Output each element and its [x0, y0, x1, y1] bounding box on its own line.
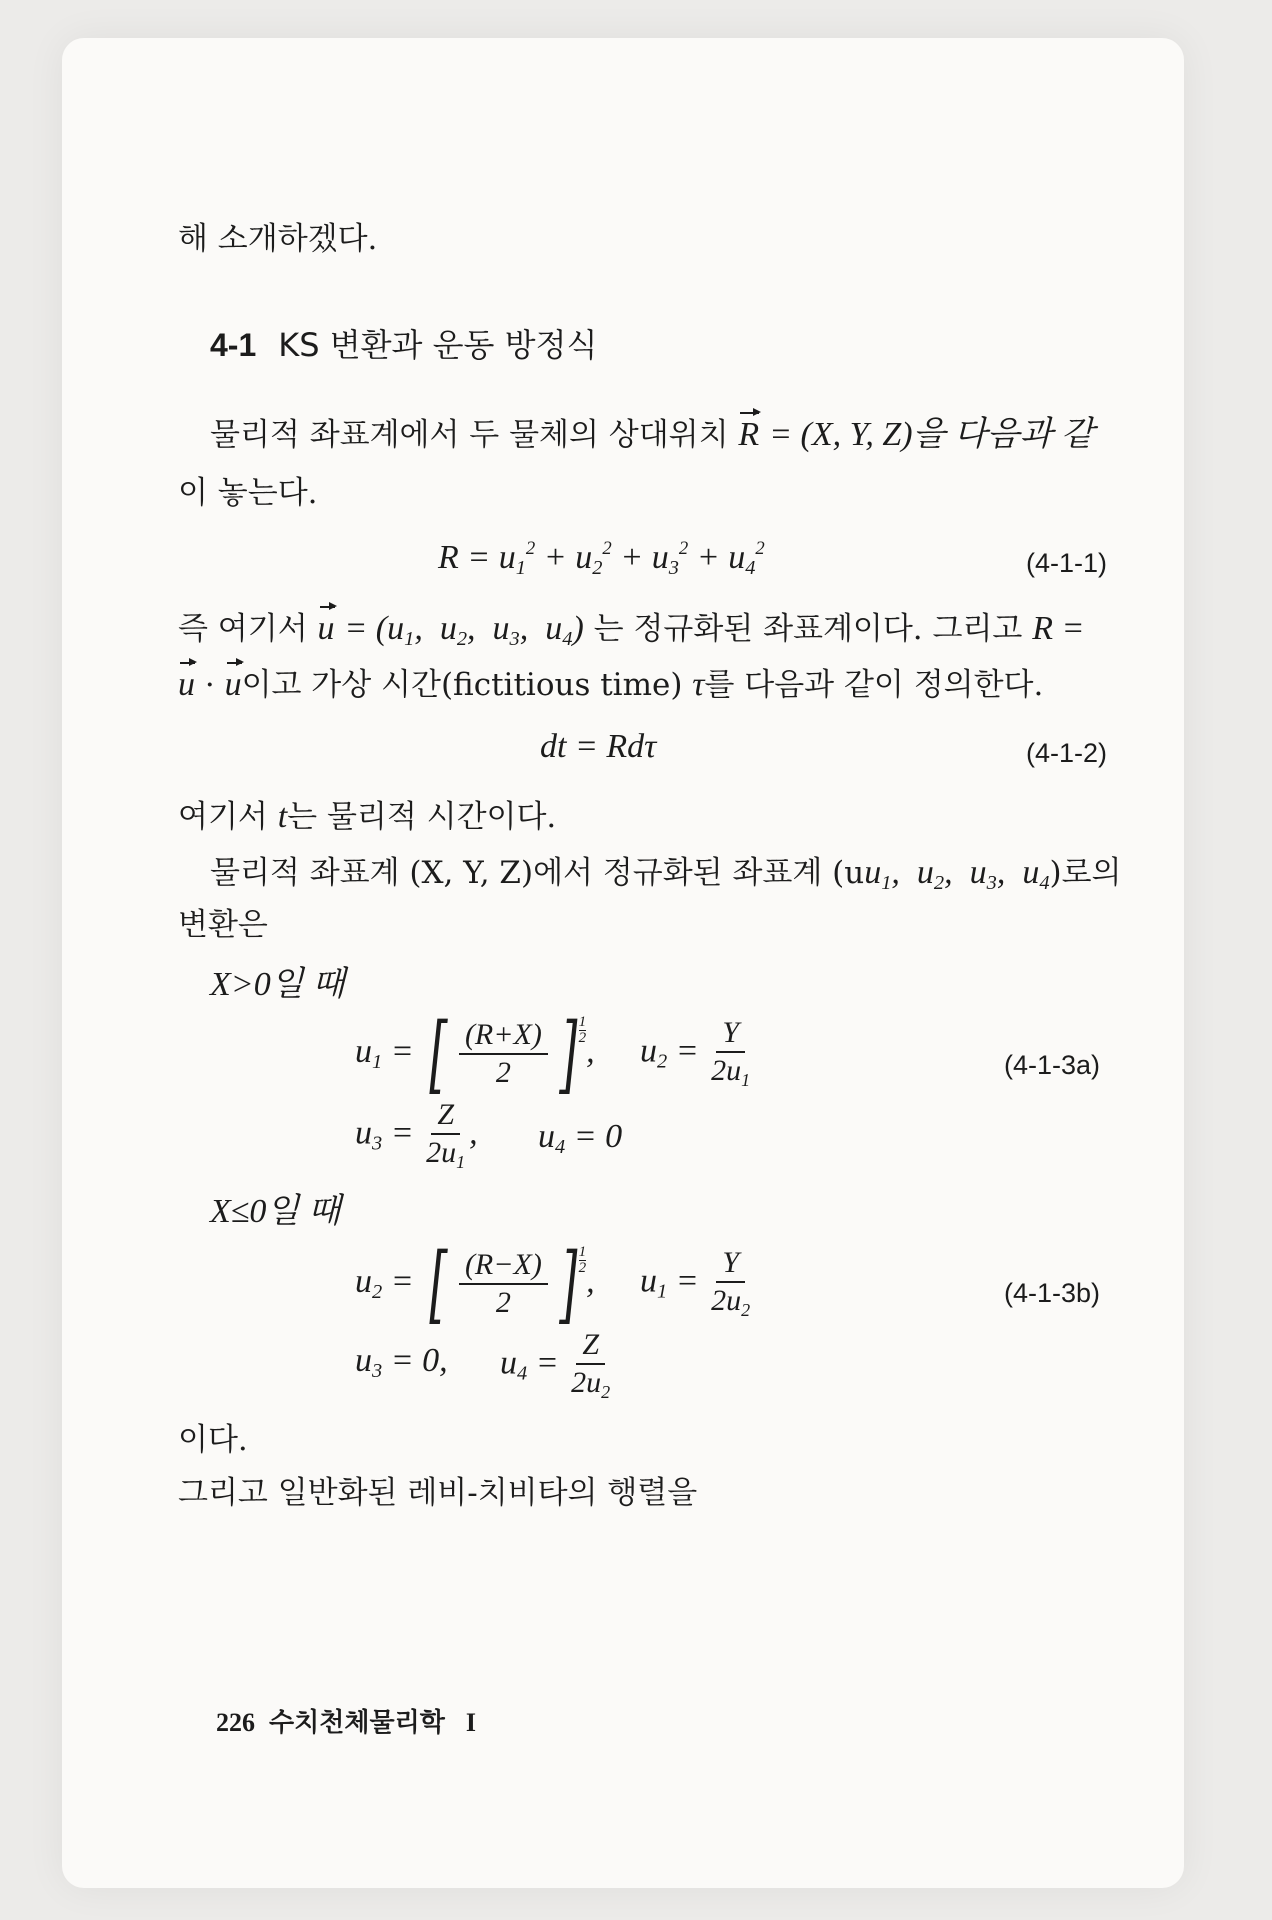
page-footer: [216, 1702, 476, 1739]
equation-u3-case2: $u_3 = 0$,: [355, 1342, 448, 1382]
case-condition: X≤0일 때: [210, 1193, 341, 1230]
para4-line2: 변환은: [178, 907, 268, 943]
equation-label: (4-1-3b): [1004, 1278, 1101, 1308]
volume-number: I: [465, 1708, 476, 1737]
equation-u1-case1: $u_1$ = [ $\frac{(R+X)}{2}$ ] $\frac{1}{2}$ ,: [355, 1005, 595, 1103]
equation-u3-case1: $u_3$ = $\frac{Z}{2u_1}$ ,: [355, 1098, 478, 1172]
equation-label: (4-1-3a): [1004, 1050, 1101, 1080]
equation-label: (4-1-2): [1026, 738, 1108, 768]
para1-line1: 물리적 좌표계에서 두 물체의 상대위치 R = (X, Y, Z)을 다음과 같: [210, 416, 1094, 453]
para2-line1: 즉 여기서 $u = (u_1$, $u_2$, $u_3$, $u_4$) 는 정규화된 좌표계이다. 그리고 R =: [178, 610, 1085, 650]
equation-label: (4-1-1): [1026, 548, 1108, 578]
intro-text: 해 소개하겠다.: [178, 221, 378, 257]
closing-line2: 그리고 일반화된 레비-치비타의 행렬을: [178, 1475, 698, 1511]
case-condition: X>0일 때: [210, 966, 345, 1003]
equation-u2-case1: $u_2$ = $\frac{Y}{2u_1}$: [640, 1016, 751, 1090]
equation-u1-case2: $u_1$ = $\frac{Y}{2u_2}$: [640, 1246, 751, 1320]
vector-u: u: [317, 610, 335, 647]
para1-line2: 이 놓는다.: [178, 475, 318, 511]
equation-u4-case1: $u_4 = 0$: [538, 1118, 623, 1158]
section-title: KS 변환과 운동 방정식: [278, 326, 598, 364]
closing-line1: 이다.: [178, 1422, 248, 1458]
equation-u2-case2: $u_2$ = [ $\frac{(R-X)}{2}$ ] $\frac{1}{2}$ ,: [355, 1235, 595, 1333]
para3: 여기서 t는 물리적 시간이다.: [178, 798, 557, 835]
section-heading: [210, 320, 597, 366]
book-title: 수치천체물리학: [269, 1708, 445, 1738]
book-page: [62, 38, 1184, 1888]
para2-line2: u · u이고 가상 시간(fictitious time) τ를 다음과 같이 정의한다.: [178, 666, 1044, 703]
para4-line1: 물리적 좌표계 (X, Y, Z)에서 정규화된 좌표계 ($uu_1$, $u_2$, $u_3$, $u_4$)로의: [210, 854, 1122, 894]
position-vector-R: R: [738, 416, 760, 453]
equation-4-1-1: $R = u_1^2 + u_2^2 + u_3^2 + u_4^2$: [438, 538, 765, 579]
equation-u4-case2: $u_4$ = $\frac{Z}{2u_2}$: [500, 1328, 611, 1402]
equation-4-1-2: dt = Rdτ: [540, 728, 657, 765]
section-number: 4-1: [210, 327, 257, 363]
page-number: 226: [216, 1708, 255, 1737]
